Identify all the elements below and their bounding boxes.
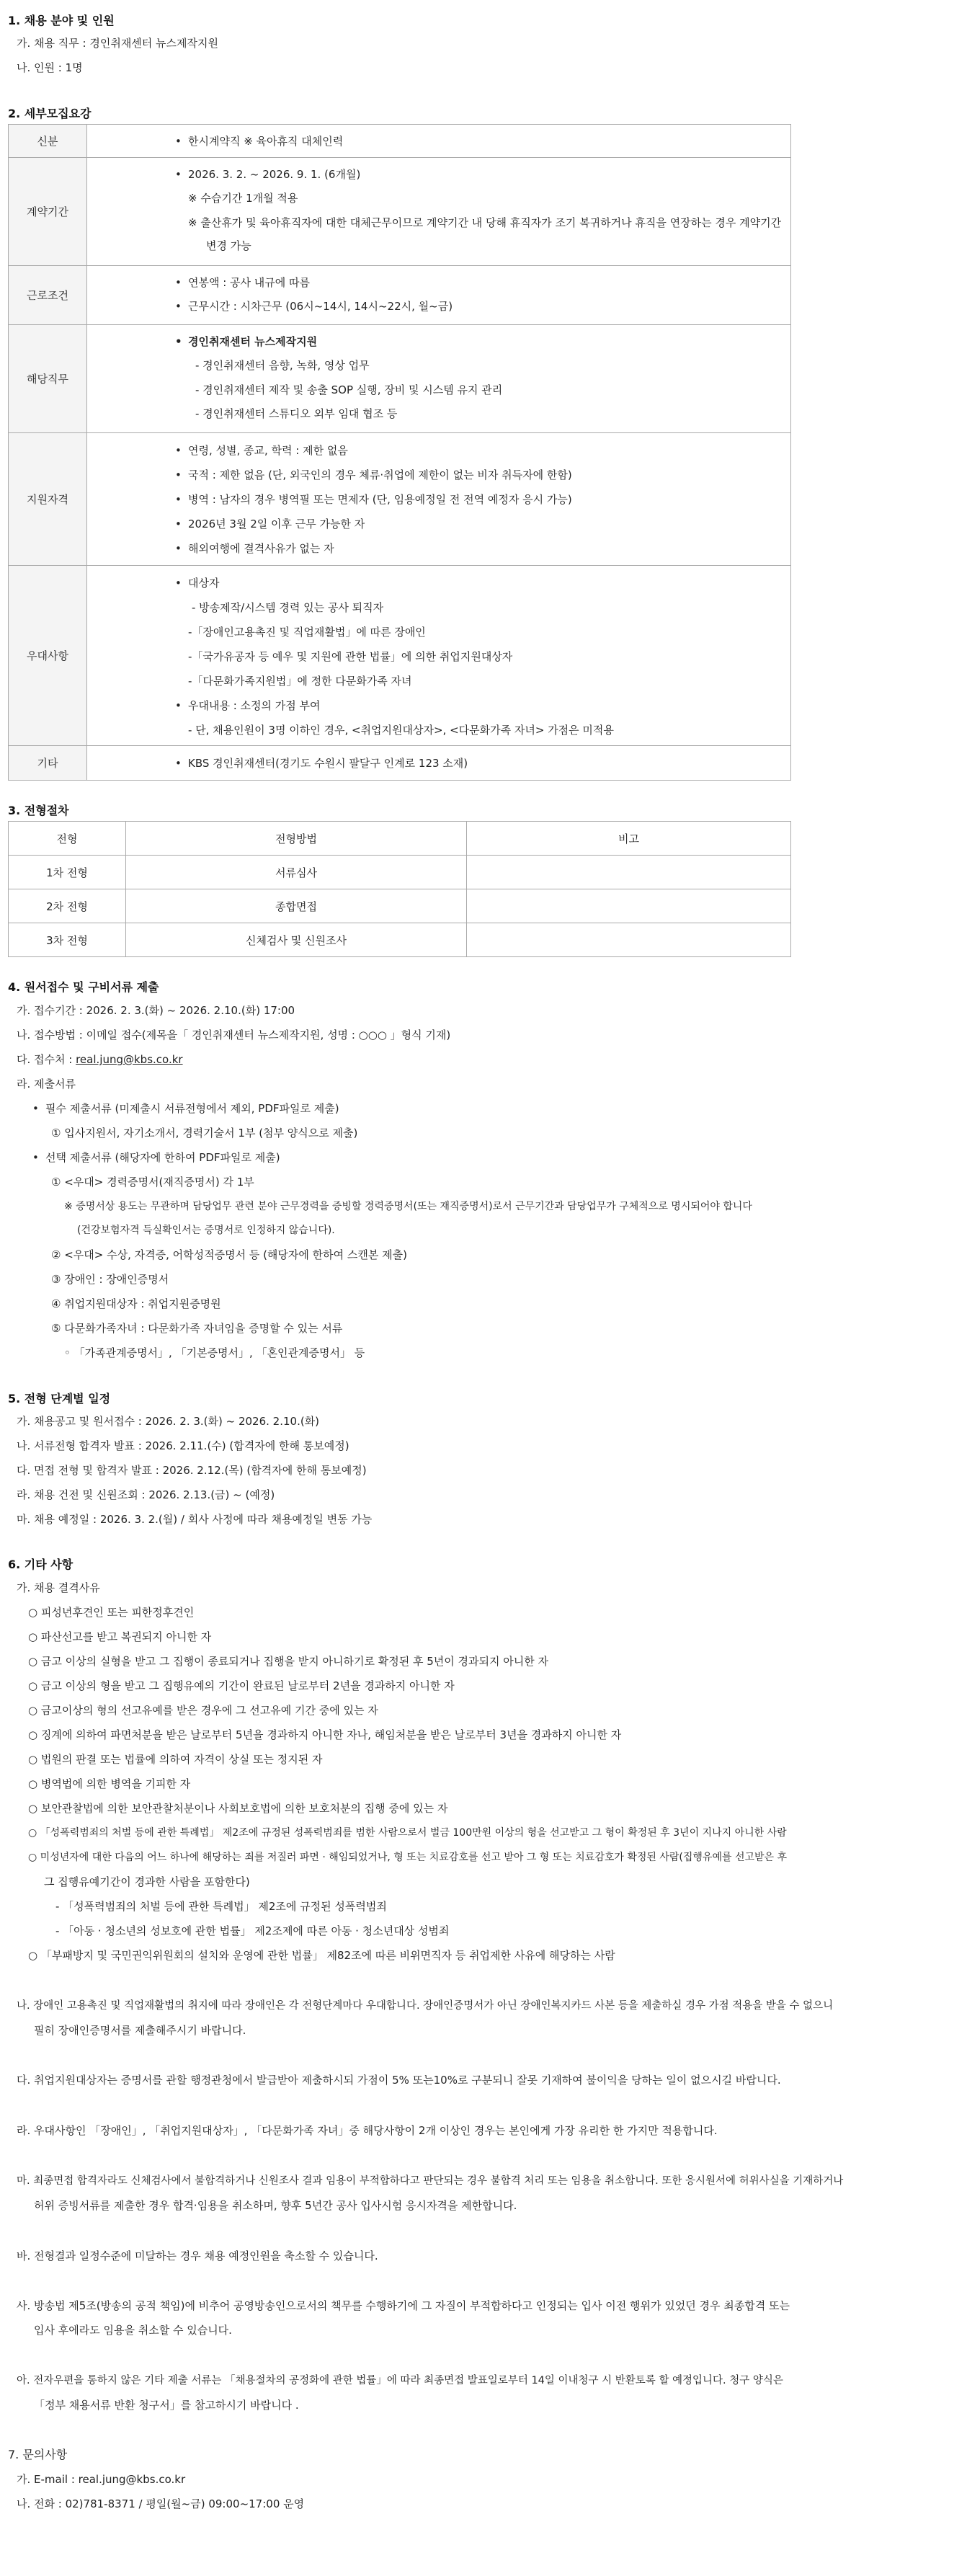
value-line: • KBS 경인취재센터(경기도 수원시 팔달구 인계로 123 소재) [188, 756, 468, 770]
note-na-cont: 필히 장애인증명서를 제출해주시기 바랍니다. [34, 2024, 246, 2037]
note-ma-cont: 허위 증빙서류를 제출한 경우 합격·임용을 취소하며, 향후 5년간 공사 입사시험 응시자격을 제한합니다. [34, 2199, 517, 2212]
optional-doc-item: ② <우대> 수상, 자격증, 어학성적증명서 등 (해당자에 한하여 스캔본 제출) [51, 1248, 407, 1261]
value-line: ※ 출산휴가 및 육아휴직자에 대한 대체근무이므로 계약기간 내 당해 휴직자가 조기 복귀하거나 휴직을 연장하는 경우 계약기간 [188, 216, 782, 229]
table-row [9, 746, 791, 781]
email-link[interactable]: real.jung@kbs.co.kr [76, 1053, 183, 1066]
requirements-table [8, 124, 791, 781]
value-line: • 국적 : 제한 없음 (단, 외국인의 경우 체류·취업에 제한이 없는 비자 취득자에 한함) [188, 468, 572, 482]
value-line: • 우대내용 : 소정의 가점 부여 [188, 698, 321, 713]
row-label: 계약기간 [9, 158, 87, 266]
row-value [87, 158, 791, 266]
disqualification-item: ○ 미성년자에 대한 다음의 어느 하나에 해당하는 죄를 저질러 파면 · 해임되었거나, 형 또는 치료감호를 선고 받아 그 형 또는 치료감호가 확정된 사람(집행유예를 선고받은 후 [28, 1852, 788, 1863]
row-label: 신분 [9, 125, 87, 158]
note-ba: 바. 전형결과 일정수준에 미달하는 경우 채용 예정인원을 축소할 수 있습니다. [17, 2249, 378, 2262]
table-row [9, 889, 791, 923]
value-line: - 경인취재센터 스튜디오 외부 임대 협조 등 [195, 407, 398, 420]
value-line: • 연령, 성별, 종교, 학력 : 제한 없음 [188, 443, 348, 458]
row-value [87, 266, 791, 325]
table-row [9, 125, 791, 158]
value-line: - 경인취재센터 음향, 녹화, 영상 업무 [195, 359, 370, 372]
section-5-title: 5. 전형 단계별 일정 [8, 1392, 111, 1405]
count-line: 나. 인원 : 1명 [17, 61, 83, 74]
value-line: • 연봉액 : 공사 내규에 따름 [188, 275, 310, 290]
disqualification-item: ○ 징계에 의하여 파면처분을 받은 날로부터 5년을 경과하지 아니한 자나, 해임처분을 받은 날로부터 3년을 경과하지 아니한 자 [28, 1728, 622, 1741]
optional-doc-item: ④ 취업지원대상자 : 취업지원증명원 [51, 1297, 221, 1310]
section-7-title: 7. 문의사항 [8, 2448, 68, 2461]
contact-phone: 나. 전화 : 02)781-8371 / 평일(월~금) 09:00~17:00 운영 [17, 2497, 305, 2510]
table-row [9, 856, 791, 889]
value-line: • 병역 : 남자의 경우 병역필 또는 면제자 (단, 임용예정일 전 전역 예정자 응시 가능) [188, 492, 572, 507]
docs-title: 라. 제출서류 [17, 1078, 76, 1091]
disqualification-item: ○ 보안관찰법에 의한 보안관찰처분이나 사회보호법에 의한 보호처분의 집행 중에 있는 자 [28, 1802, 448, 1815]
note-ma: 마. 최종면접 합격자라도 신체검사에서 불합격하거나 신원조사 결과 임용이 부적합하다고 판단되는 경우 불합격 처리 또는 임용을 취소합니다. 또한 응시원서에 허위사실을 기재하거나 [17, 2175, 844, 2187]
row-label: 기타 [9, 746, 87, 781]
section-6-title: 6. 기타 사항 [8, 1558, 73, 1571]
table-header-row [9, 822, 791, 856]
value-line: - 방송제작/시스템 경력 있는 공사 퇴직자 [192, 601, 384, 614]
table-cell [467, 923, 791, 957]
table-cell: 3차 전형 [9, 923, 126, 957]
value-line: -「국가유공자 등 예우 및 지원에 관한 법률」에 의한 취업지원대상자 [188, 650, 513, 663]
table-cell: 2차 전형 [9, 889, 126, 923]
disqualification-item: ○ 금고 이상의 형을 받고 그 집행유예의 기간이 완료된 날로부터 2년을 경과하지 아니한 자 [28, 1679, 455, 1692]
procedure-table [8, 821, 791, 957]
table-cell: 신체검사 및 신원조사 [126, 923, 467, 957]
row-value [87, 433, 791, 566]
row-value [87, 746, 791, 781]
value-line: -「다문화가족지원법」에 정한 다문화가족 자녀 [188, 675, 412, 688]
schedule-item: 마. 채용 예정일 : 2026. 3. 2.(월) / 회사 사정에 따라 채용예정일 변동 가능 [17, 1513, 373, 1526]
section-1-title: 1. 채용 분야 및 인원 [8, 14, 115, 27]
note-da: 다. 취업지원대상자는 증명서를 관할 행정관청에서 발급받아 제출하시되 가점이 5% 또는10%로 구분되니 잘못 기재하여 불이익을 당하는 일이 없으시길 바랍니다. [17, 2074, 781, 2087]
disqualification-sub: - 「성폭력범죄의 처벌 등에 관한 특례법」 제2조에 규정된 성폭력범죄 [55, 1900, 387, 1913]
disqualification-item: ○ 병역법에 의한 병역을 기피한 자 [28, 1777, 191, 1790]
table-row [9, 433, 791, 566]
schedule-item: 다. 면접 전형 및 합격자 발표 : 2026. 2.12.(목) (합격자에 한해 통보예정) [17, 1464, 367, 1477]
optional-doc-item: ⑤ 다문화가족자녀 : 다문화가족 자녀임을 증명할 수 있는 서류 [51, 1322, 343, 1335]
schedule-item: 나. 서류전형 합격자 발표 : 2026. 2.11.(수) (합격자에 한해 통보예정) [17, 1439, 349, 1452]
row-label: 지원자격 [9, 433, 87, 566]
optional-docs-title: • 선택 제출서류 (해당자에 한하여 PDF파일로 제출) [45, 1150, 280, 1165]
optional-doc-note: (건강보험자격 득실확인서는 증명서로 인정하지 않습니다). [77, 1225, 335, 1236]
table-cell [467, 889, 791, 923]
row-label: 근로조건 [9, 266, 87, 325]
disqualification-item: ○ 금고 이상의 실형을 받고 그 집행이 종료되거나 집행을 받지 아니하기로 확정된 후 5년이 경과되지 아니한 자 [28, 1655, 548, 1668]
row-value [87, 566, 791, 746]
note-sa-cont: 입사 후에라도 임용을 취소할 수 있습니다. [34, 2324, 232, 2337]
table-row [9, 923, 791, 957]
value-line: 변경 가능 [206, 239, 251, 252]
address-label: 다. 접수처 : [17, 1053, 76, 1066]
value-line: • 2026. 3. 2. ~ 2026. 9. 1. (6개월) [188, 167, 360, 182]
header-cell: 비고 [467, 822, 791, 856]
value-line: • 경인취재센터 뉴스제작지원 [188, 334, 317, 349]
header-cell: 전형방법 [126, 822, 467, 856]
job-line: 가. 채용 직무 : 경인취재센터 뉴스제작지원 [17, 37, 218, 50]
method-line: 나. 접수방법 : 이메일 접수(제목을「 경인취재센터 뉴스제작지원, 성명 : ○○○ 」형식 기재) [17, 1029, 451, 1041]
disqualification-sub: - 「아동 · 청소년의 성보호에 관한 법률」 제2조제에 따른 아동 · 청소년대상 성범죄 [55, 1924, 450, 1937]
value-line: - 경인취재센터 제작 및 송출 SOP 실행, 장비 및 시스템 유지 관리 [195, 383, 503, 396]
disqualification-item-cont: 그 집행유예기간이 경과한 사람을 포함한다) [44, 1875, 250, 1888]
note-ra: 라. 우대사항인 「장애인」, 「취업지원대상자」, 「다문화가족 자녀」중 해당사항이 2개 이상인 경우는 본인에게 가장 유리한 한 가지만 적용합니다. [17, 2124, 718, 2137]
period-line: 가. 접수기간 : 2026. 2. 3.(화) ~ 2026. 2.10.(화) 17:00 [17, 1004, 295, 1017]
disqualification-item: ○ 「성폭력범죄의 처벌 등에 관한 특례법」 제2조에 규정된 성폭력범죄를 범한 사람으로서 벌금 100만원 이상의 형을 선고받고 그 형이 확정된 후 3년이 지나지 아니한 사람 [28, 1827, 787, 1839]
value-line: -「장애인고용촉진 및 직업재활법」에 따른 장애인 [188, 626, 426, 639]
schedule-item: 가. 채용공고 및 원서접수 : 2026. 2. 3.(화) ~ 2026. 2.10.(화) [17, 1415, 320, 1428]
required-docs-title: • 필수 제출서류 (미제출시 서류전형에서 제외, PDF파일로 제출) [45, 1101, 339, 1116]
table-row [9, 566, 791, 746]
optional-doc-note: ※ 증명서상 용도는 무관하며 담당업무 관련 분야 근무경력을 증빙할 경력증명서(또는 재직증명서)로서 근무기간과 담당업무가 구체적으로 명시되어야 합니다 [64, 1201, 752, 1212]
address-line [17, 1052, 183, 1067]
disqualification-item: ○ 금고이상의 형의 선고유예를 받은 경우에 그 선고유예 기간 중에 있는 자 [28, 1704, 378, 1717]
disqualification-item: ○ 파산선고를 받고 복권되지 아니한 자 [28, 1630, 212, 1643]
disqualification-item: ○ 피성년후견인 또는 피한정후견인 [28, 1606, 195, 1619]
table-cell: 서류심사 [126, 856, 467, 889]
optional-doc-sub: ◦ 「가족관계증명서」, 「기본증명서」, 「혼인관계증명서」 등 [64, 1346, 365, 1359]
value-line: • 근무시간 : 시차근무 (06시~14시, 14시~22시, 월~금) [188, 299, 453, 314]
value-line: • 2026년 3월 2일 이후 근무 가능한 자 [188, 517, 365, 531]
contact-email: 가. E-mail : real.jung@kbs.co.kr [17, 2473, 186, 2486]
header-cell: 전형 [9, 822, 126, 856]
row-value [87, 325, 791, 433]
table-row [9, 266, 791, 325]
table-row [9, 325, 791, 433]
section-2-title: 2. 세부모집요강 [8, 107, 92, 120]
section-4-title: 4. 원서접수 및 구비서류 제출 [8, 980, 159, 994]
value-line: • 대상자 [188, 576, 219, 590]
disqualification-title: 가. 채용 결격사유 [17, 1581, 100, 1594]
value-line: • 한시계약직 ※ 육아휴직 대체인력 [188, 134, 343, 148]
value-line: • 해외여행에 결격사유가 없는 자 [188, 541, 334, 556]
row-label: 해당직무 [9, 325, 87, 433]
value-line: ※ 수습기간 1개월 적용 [188, 192, 298, 205]
disqualification-item: ○ 「부패방지 및 국민권익위원회의 설치와 운영에 관한 법률」 제82조에 따른 비위면직자 등 취업제한 사유에 해당하는 사람 [28, 1949, 615, 1962]
required-doc-item: ① 입사지원서, 자기소개서, 경력기술서 1부 (첨부 양식으로 제출) [51, 1127, 358, 1140]
optional-doc-item: ③ 장애인 : 장애인증명서 [51, 1273, 169, 1286]
note-a-cont: 「정부 채용서류 반환 청구서」를 참고하시기 바랍니다 . [34, 2399, 299, 2412]
section-3-title: 3. 전형절차 [8, 804, 69, 817]
schedule-item: 라. 채용 건전 및 신원조회 : 2026. 2.13.(금) ~ (예정) [17, 1488, 275, 1501]
table-cell: 1차 전형 [9, 856, 126, 889]
row-label: 우대사항 [9, 566, 87, 746]
table-cell [467, 856, 791, 889]
row-value [87, 125, 791, 158]
table-cell: 종합면접 [126, 889, 467, 923]
table-row [9, 158, 791, 266]
value-line: - 단, 채용인원이 3명 이하인 경우, <취업지원대상자>, <다문화가족 자녀> 가점은 미적용 [188, 724, 614, 737]
optional-doc-item: ① <우대> 경력증명서(재직증명서) 각 1부 [51, 1176, 254, 1189]
note-sa: 사. 방송법 제5조(방송의 공적 책임)에 비추어 공영방송인으로서의 책무를 수행하기에 그 자질이 부적합하다고 인정되는 입사 이전 행위가 있었던 경우 최종합격 또는 [17, 2299, 790, 2312]
note-na: 나. 장애인 고용촉진 및 직업재활법의 취지에 따라 장애인은 각 전형단계마다 우대합니다. 장애인증명서가 아닌 장애인복지카드 사본 등을 제출하실 경우 가점 적용을 받을 수 없으니 [17, 2000, 834, 2012]
note-a: 아. 전자우편을 통하지 않은 기타 제출 서류는 「채용절차의 공정화에 관한 법률」에 따라 최종면접 발표일로부터 14일 이내청구 시 반환토록 할 예정입니다. 청구 양식은 [17, 2375, 783, 2386]
disqualification-item: ○ 법원의 판결 또는 법률에 의하여 자격이 상실 또는 정지된 자 [28, 1753, 323, 1766]
